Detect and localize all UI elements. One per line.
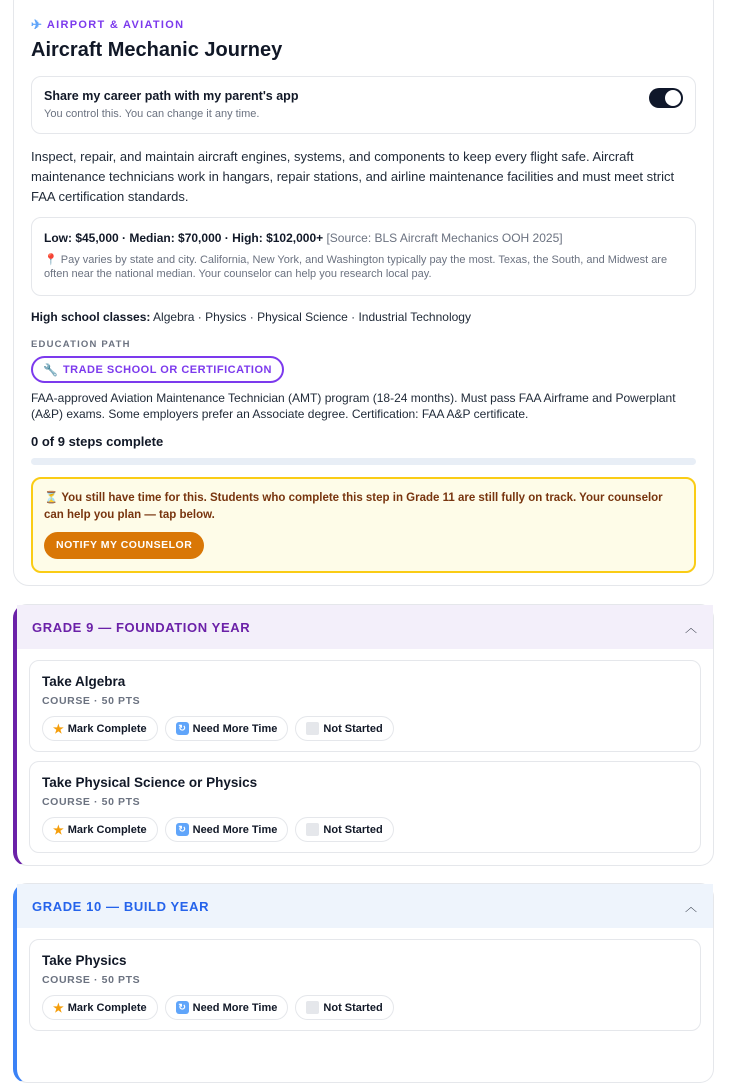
need-more-time-label: Need More Time <box>192 722 278 735</box>
steps-progress-label: 0 of 9 steps complete <box>31 434 164 449</box>
career-title: Aircraft Mechanic Journey <box>31 39 283 61</box>
step-title: Take Algebra <box>42 674 126 689</box>
square-icon <box>306 823 319 836</box>
time-notice-message: You still have time for this. Students who complete this step in Grade 11 are still fully on track. Your counselor can help you plan — tap below. <box>44 492 663 521</box>
square-icon <box>306 722 319 735</box>
airplane-icon: ✈ <box>31 17 42 32</box>
step-actions <box>42 716 688 741</box>
career-description: Inspect, repair, and maintain aircraft engines, systems, and components to keep every flight safe. Aircraft maintenance technicians work in hangars, repair stations, and airline maintenance facilities and must meet strict FAA certification standards. <box>31 149 675 204</box>
need-more-time-label: Need More Time <box>192 823 278 836</box>
star-icon: ★ <box>53 721 64 736</box>
grade-9-header[interactable] <box>17 605 713 649</box>
repeat-icon: ↻ <box>176 1001 189 1014</box>
mark-complete-label: Mark Complete <box>67 1001 147 1014</box>
education-path-text: TRADE SCHOOL OR CERTIFICATION <box>62 363 272 376</box>
mark-complete-label: Mark Complete <box>67 722 147 735</box>
pay-range: Low: $45,000 · Median: $70,000 · High: $102,000+ <box>44 231 324 245</box>
share-subtitle: You control this. You can change it any time. <box>44 108 260 120</box>
grade-9-section <box>13 604 714 866</box>
step-card <box>29 761 701 853</box>
step-actions <box>42 817 688 842</box>
pay-note-text: Pay varies by state and city. California, New York, and Washington typically pay the most. Texas, the South, and Midwest are often near the national median. Your counselor can help you research local pay. <box>44 254 668 280</box>
career-category <box>31 17 696 33</box>
need-more-time-button[interactable] <box>165 817 289 842</box>
pay-source: [Source: BLS Aircraft Mechanics OOH 2025] <box>326 231 563 245</box>
need-more-time-button[interactable] <box>165 995 289 1020</box>
not-started-button[interactable] <box>295 995 393 1020</box>
share-title: Share my career path with my parent's app <box>44 89 299 103</box>
classes-list: Algebra · Physics · Physical Science · Industrial Technology <box>153 310 471 324</box>
step-title: Take Physical Science or Physics <box>42 775 258 790</box>
step-actions <box>42 995 688 1020</box>
step-title: Take Physics <box>42 953 127 968</box>
time-notice-text <box>44 490 683 524</box>
wrench-icon: 🔧 <box>43 362 58 377</box>
not-started-button[interactable] <box>295 716 393 741</box>
pin-icon: 📍 <box>44 254 58 266</box>
progress-bar <box>31 458 696 465</box>
education-path-badge <box>31 356 284 383</box>
share-toggle[interactable] <box>649 88 683 108</box>
grade-10-title: GRADE 10 — BUILD YEAR <box>32 898 210 914</box>
need-more-time-button[interactable] <box>165 716 289 741</box>
step-meta: COURSE · 50 PTS <box>42 974 141 986</box>
need-more-time-label: Need More Time <box>192 1001 278 1014</box>
star-icon: ★ <box>53 1000 64 1015</box>
career-card <box>13 0 714 586</box>
hourglass-icon: ⏳ <box>44 492 59 504</box>
time-notice <box>31 477 696 573</box>
mark-complete-button[interactable] <box>42 716 158 741</box>
mark-complete-button[interactable] <box>42 995 158 1020</box>
step-card <box>29 939 701 1031</box>
not-started-label: Not Started <box>323 1001 383 1014</box>
high-school-classes <box>31 310 696 324</box>
mark-complete-button[interactable] <box>42 817 158 842</box>
chevron-up-icon[interactable]: ︿ <box>684 899 697 914</box>
repeat-icon: ↻ <box>176 722 189 735</box>
grade-9-title: GRADE 9 — FOUNDATION YEAR <box>32 619 251 635</box>
mark-complete-label: Mark Complete <box>67 823 147 836</box>
education-path-label: EDUCATION PATH <box>31 339 131 350</box>
toggle-knob <box>665 90 681 106</box>
pay-info <box>31 217 696 296</box>
pay-note <box>44 253 683 281</box>
not-started-label: Not Started <box>323 722 383 735</box>
grade-10-header[interactable] <box>17 884 713 928</box>
pay-line <box>44 231 683 245</box>
classes-label: High school classes: <box>31 310 151 324</box>
chevron-up-icon[interactable]: ︿ <box>684 620 697 635</box>
repeat-icon: ↻ <box>176 823 189 836</box>
square-icon <box>306 1001 319 1014</box>
not-started-button[interactable] <box>295 817 393 842</box>
step-meta: COURSE · 50 PTS <box>42 796 141 808</box>
share-settings <box>31 76 696 134</box>
category-label: AIRPORT & AVIATION <box>46 19 185 31</box>
grade-10-section <box>13 883 714 1083</box>
step-meta: COURSE · 50 PTS <box>42 695 141 707</box>
not-started-label: Not Started <box>323 823 383 836</box>
education-description: FAA-approved Aviation Maintenance Technician (AMT) program (18-24 months). Must pass FAA Airframe and Powerplant (A&P) exams. Some employers prefer an Associate degree. Certification: FAA A&P certificate. <box>31 391 676 421</box>
step-card <box>29 660 701 752</box>
notify-counselor-button[interactable]: NOTIFY MY COUNSELOR <box>44 532 204 559</box>
star-icon: ★ <box>53 822 64 837</box>
